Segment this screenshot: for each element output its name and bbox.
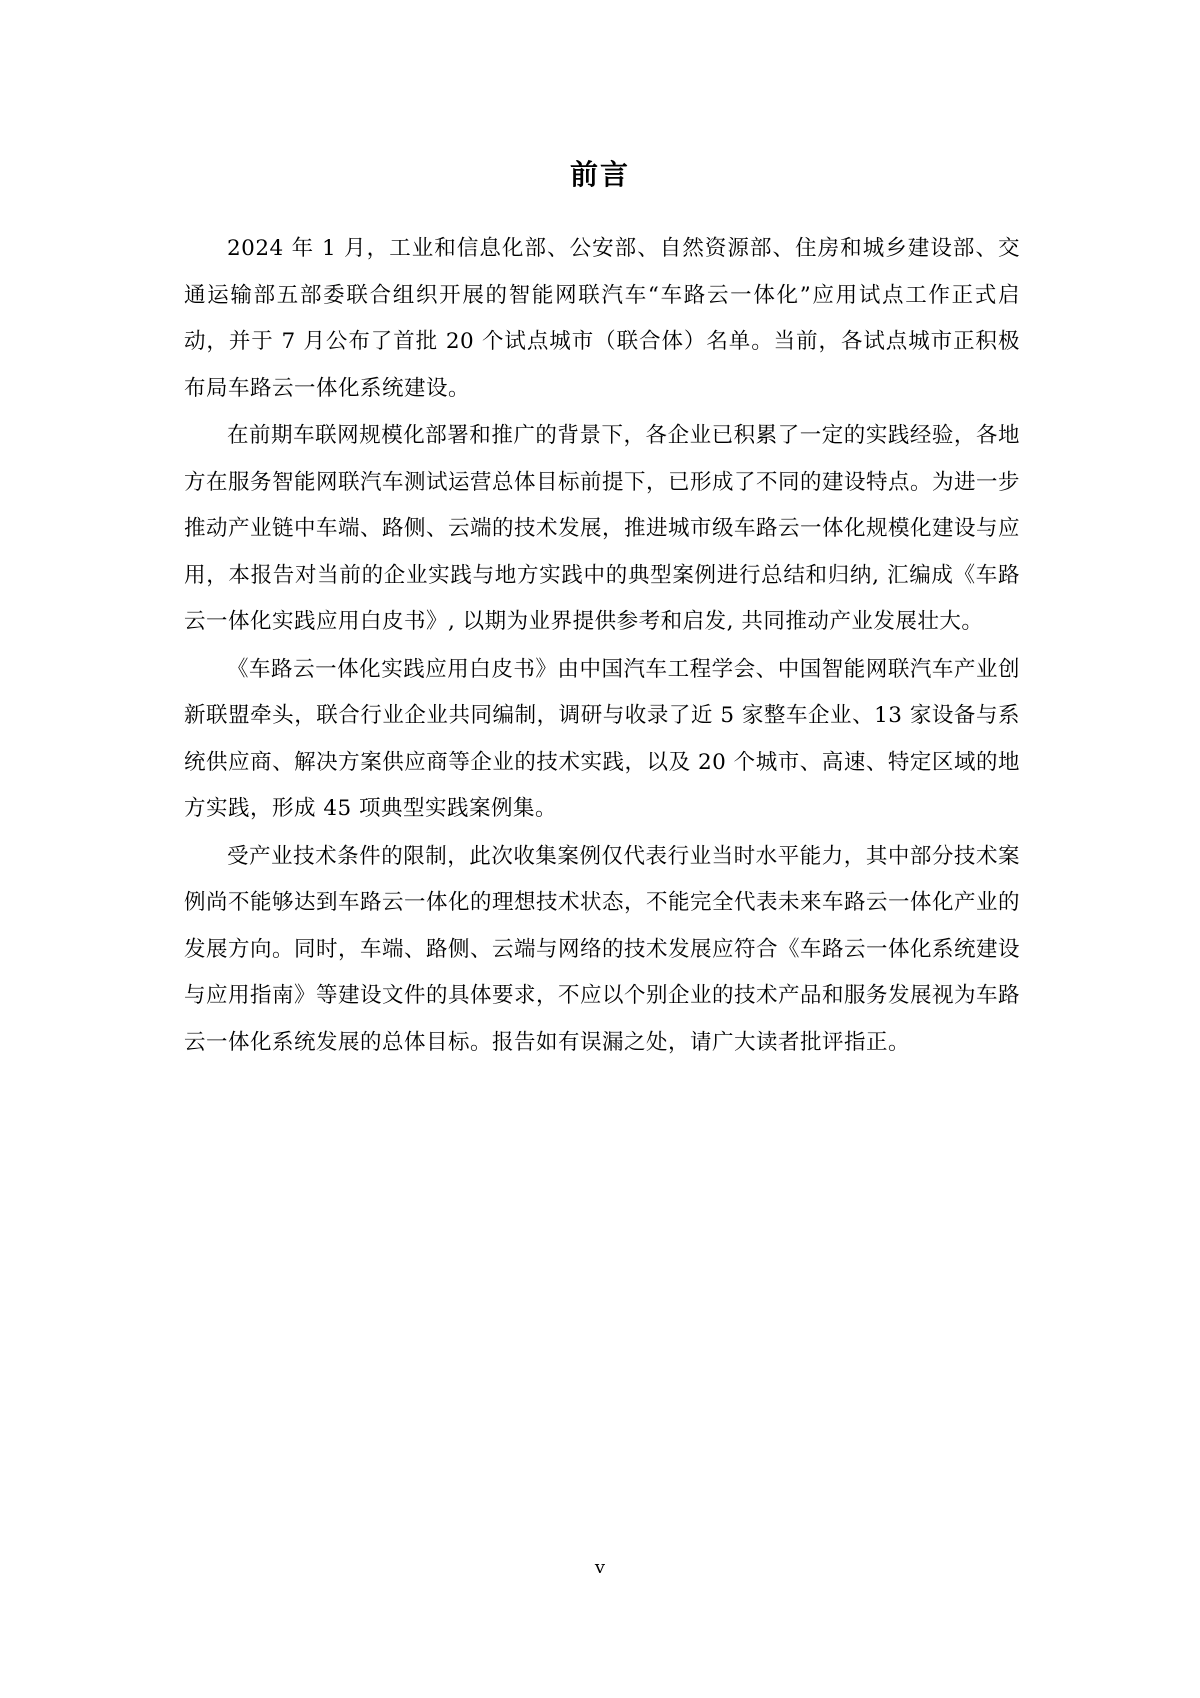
paragraph-4: 受产业技术条件的限制，此次收集案例仅代表行业当时水平能力，其中部分技术案例尚不能够达到车路云一体化的理想技术状态，不能完全代表未来车路云一体化产业的发展方向。同时，车端、路侧、云端与网络的技术发展应符合《车路云一体化系统建设与应用指南》等建设文件的具体要求，不应以个别企业的技术产品和服务发展视为车路云一体化系统发展的总体目标。报告如有误漏之处，请广大读者批评指正。 [184,843,1021,1055]
page-title: 前言 [569,158,630,191]
paragraph-3: 《车路云一体化实践应用白皮书》由中国汽车工程学会、中国智能网联汽车产业创新联盟牵头，联合行业企业共同编制，调研与收录了近 5 家整车企业、13 家设备与系统供应商、解决方案供应商等企业的技术实践，以及 20 个城市、高速、特定区域的地方实践，形成 45 项典型实践案例集。 [184,656,1020,821]
paragraph-2: 在前期车联网规模化部署和推广的背景下，各企业已积累了一定的实践经验，各地方在服务智能网联汽车测试运营总体目标前提下，已形成了不同的建设特点。为进一步推动产业链中车端、路侧、云端的技术发展，推进城市级车路云一体化规模化建设与应用，本报告对当前的企业实践与地方实践中的典型案例进行总结和归纳, 汇编成《车路云一体化实践应用白皮书》, 以期为业界提供参考和启发, 共同推动产业发展壮大。 [184,423,1021,634]
paragraph-1: 2024 年 1 月，工业和信息化部、公安部、自然资源部、住房和城乡建设部、交通运输部五部委联合组织开展的智能网联汽车“车路云一体化”应用试点工作正式启动，并于 7 月公布了首批 20 个试点城市（联合体）名单。当前，各试点城市正积极布局车路云一体化系统建设。 [184,236,1020,401]
body-text [184,226,1020,1066]
page-number: v [594,1557,606,1578]
